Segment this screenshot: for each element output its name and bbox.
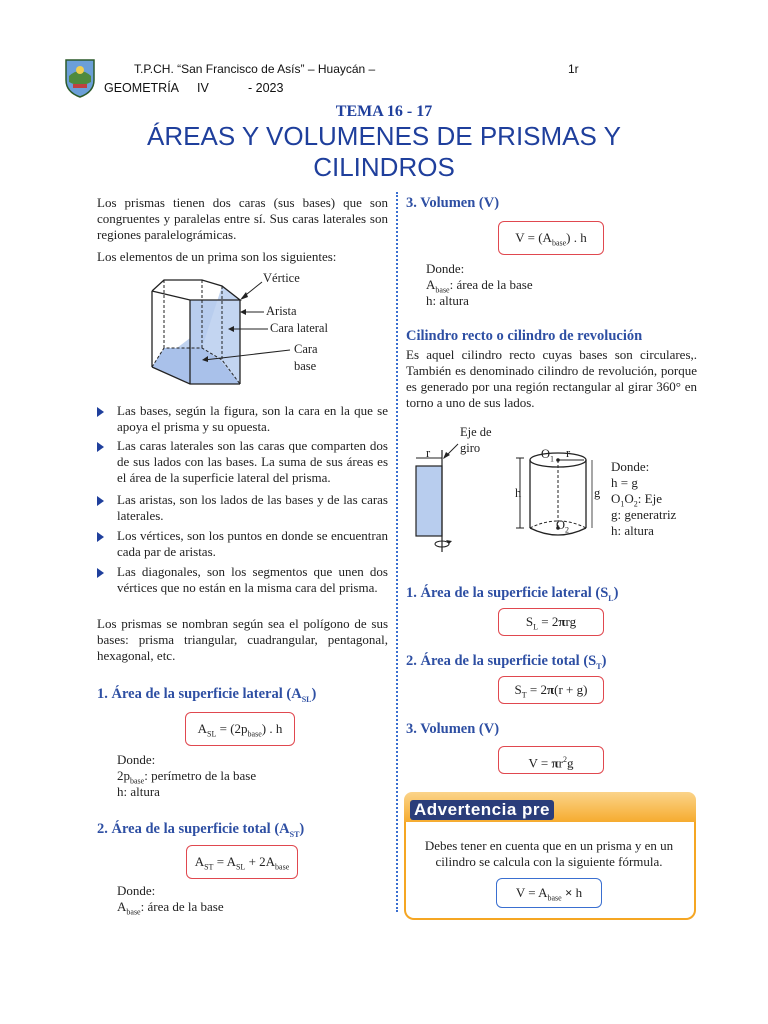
bullet-aristas: Las aristas, son los lados de las bases y de las caras laterales.	[117, 492, 388, 523]
cyl-volume-title: 3. Volumen (V)	[406, 721, 500, 737]
formula-general-volume: $V = A_{base} \times h$	[496, 878, 602, 908]
advertencia-text: Debes tener en cuenta que en un prisma y en un cilindro se calcula con la siguiente fórmula.	[424, 838, 674, 869]
school-logo	[64, 58, 96, 98]
bullet-icon	[97, 442, 105, 452]
cyl-h-equals-g: h = g	[611, 475, 638, 490]
cyl-generatriz: g: generatriz	[611, 507, 677, 522]
cyl-total-area-title: 2. Área de la superficie total $(S_T)$	[406, 653, 607, 671]
donde-area-base-3: $A_{base}$: área de la base	[426, 277, 533, 295]
page-title-line1: ÁREAS Y VOLUMENES DE PRISMAS Y	[147, 121, 621, 151]
cylinder-title: Cilindro recto o cilindro de revolución	[406, 328, 643, 344]
label-o2: $O_2$	[556, 518, 570, 535]
formula-volume-prism: $V = (A_{base})$ . h	[498, 221, 604, 255]
prisms-named-paragraph: Los prismas se nombran según sea el polígono de sus bases: prisma triangular, cuadrangular, pentagonal, hexagonal, etc.	[97, 616, 388, 663]
formula-lateral-area-cyl: $S_L = 2\pi rg$	[498, 608, 604, 636]
cyl-altura: h: altura	[611, 523, 654, 538]
bullet-vertices: Los vértices, son los puntos en donde se encuentran cada par de aristas.	[117, 528, 388, 559]
page-title-line2: CILINDROS	[313, 152, 455, 182]
bullet-icon	[97, 568, 105, 578]
label-r-rect: r	[426, 446, 431, 460]
formula-total-area-cyl: $S_T = 2\pi(r + g)$	[498, 676, 604, 704]
section-volume-prism-title: 3. Volumen (V)	[406, 195, 500, 211]
label-vertice: Vértice	[263, 271, 300, 285]
label-eje-de: Eje de	[460, 425, 492, 439]
advertencia-title: Advertencia pre	[410, 800, 554, 820]
label-o1: $O_1$	[541, 447, 555, 464]
label-arista: Arista	[266, 304, 297, 318]
page-number: 1r	[568, 62, 579, 76]
bullet-diagonales: Las diagonales, son los segmentos que unen dos vértices que no están en la misma cara del prisma.	[117, 564, 388, 595]
course-year: - 2023	[248, 81, 284, 95]
tema-label: TEMA 16 - 17	[335, 103, 433, 120]
cyl-eje: $O_1O_2$: Eje	[611, 491, 662, 509]
bullet-caras-laterales: Las caras laterales son las caras que comparten dos de sus lados con las bases. La suma de sus áreas es el área de la superficie lateral del prisma.	[117, 438, 388, 485]
section-total-area-title: 2. Área de la superficie total $(A_{ST})$	[97, 821, 305, 839]
donde-altura: h: altura	[117, 784, 160, 799]
donde-label-3: Donde:	[426, 261, 465, 276]
cyl-lateral-area-title: 1. Área de la superficie lateral $(S_L)$	[406, 585, 619, 603]
donde-label: Donde:	[117, 752, 156, 767]
formula-volume-cyl: $V = \pi r^2g$	[498, 746, 604, 774]
label-giro: giro	[460, 441, 481, 455]
school-name: T.P.CH. “San Francisco de Asís” – Huaycán –	[134, 62, 376, 76]
formula-total-area-prism: $A_{ST} = A_{SL} + 2A_{base}$	[186, 845, 298, 879]
course-level: IV	[197, 81, 209, 95]
label-cara-lateral: Cara lateral	[270, 321, 328, 335]
advertencia-panel	[404, 792, 696, 922]
label-base: base	[294, 359, 317, 373]
donde-label-2: Donde:	[117, 883, 156, 898]
column-divider	[396, 192, 398, 912]
rectangle-rotation-figure	[408, 440, 468, 555]
label-r-cyl: r	[566, 446, 571, 460]
formula-lateral-area-prism: $A_{SL} = (2p_{base})$ . h	[185, 712, 295, 746]
section-lateral-area-title: 1. Área de la superficie lateral $(A_{SL})$	[97, 686, 317, 704]
bullet-icon	[97, 496, 105, 506]
bullet-icon	[97, 407, 105, 417]
donde-perimetro: $2p_{base}$: perímetro de la base	[117, 768, 257, 786]
bullet-bases: Las bases, según la figura, son la cara en la que se apoya el prisma y su opuesta.	[117, 403, 388, 434]
course-name: GEOMETRÍA	[104, 81, 180, 95]
cyl-donde: Donde:	[611, 459, 650, 474]
donde-area-base: $A_{base}$: área de la base	[117, 899, 224, 917]
intro-paragraph: Los prismas tienen dos caras (sus bases) que son congruentes y paralelas entre sí. Sus caras laterales son regiones paralelográmicas.	[97, 195, 388, 242]
label-h-cyl: h	[515, 486, 522, 500]
intro-elements: Los elementos de un prima son los siguientes:	[97, 249, 337, 264]
label-g-cyl: g	[594, 486, 601, 500]
label-cara: Cara	[294, 342, 318, 356]
cylinder-paragraph: Es aquel cilindro recto cuyas bases son circulares,. También es denominado cilindro de revolución, porque es generado por una región rectangular al girar 360° en torno a uno de sus lados.	[406, 347, 697, 410]
bullet-icon	[97, 532, 105, 542]
donde-altura-3: h: altura	[426, 293, 469, 308]
